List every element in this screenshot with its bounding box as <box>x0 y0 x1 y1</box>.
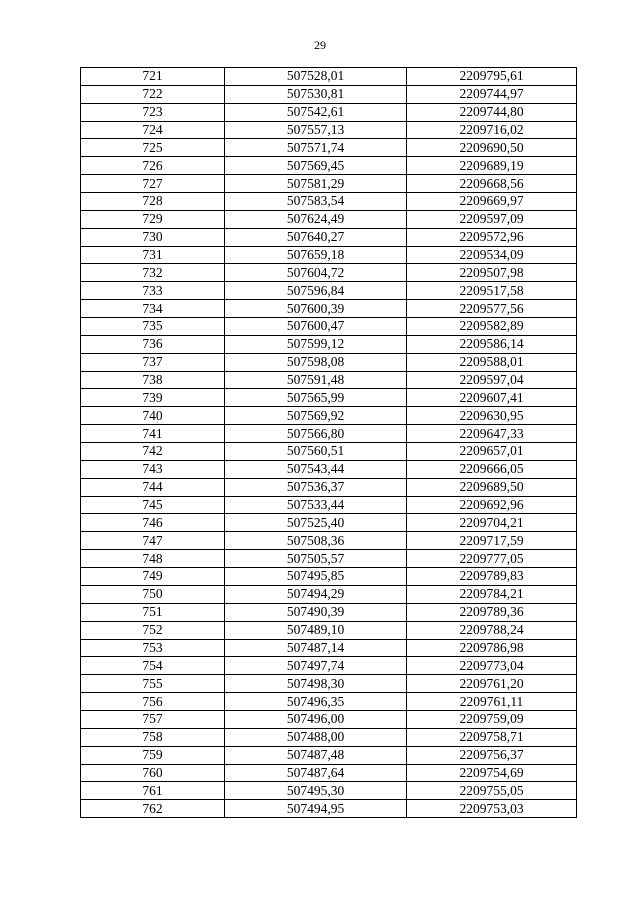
table-row <box>81 193 577 211</box>
table-row <box>81 318 577 336</box>
y-coordinate-cell: 2209744,80 <box>407 103 577 121</box>
y-coordinate-cell: 2209789,36 <box>407 603 577 621</box>
point-number-cell: 737 <box>81 353 225 371</box>
x-coordinate-cell: 507487,14 <box>225 639 407 657</box>
point-number-cell: 750 <box>81 585 225 603</box>
x-coordinate-cell: 507495,30 <box>225 782 407 800</box>
y-coordinate-cell: 2209572,96 <box>407 228 577 246</box>
point-number-cell: 755 <box>81 675 225 693</box>
table-row <box>81 389 577 407</box>
x-coordinate-cell: 507530,81 <box>225 85 407 103</box>
x-coordinate-cell: 507565,99 <box>225 389 407 407</box>
x-coordinate-cell: 507487,48 <box>225 746 407 764</box>
x-coordinate-cell: 507495,85 <box>225 568 407 586</box>
y-coordinate-cell: 2209690,50 <box>407 139 577 157</box>
point-number-cell: 723 <box>81 103 225 121</box>
point-number-cell: 721 <box>81 68 225 86</box>
point-number-cell: 742 <box>81 443 225 461</box>
x-coordinate-cell: 507571,74 <box>225 139 407 157</box>
page-number: 29 <box>314 38 326 52</box>
x-coordinate-cell: 507533,44 <box>225 496 407 514</box>
x-coordinate-cell: 507505,57 <box>225 550 407 568</box>
table-row <box>81 425 577 443</box>
y-coordinate-cell: 2209666,05 <box>407 460 577 478</box>
point-number-cell: 760 <box>81 764 225 782</box>
point-number-cell: 747 <box>81 532 225 550</box>
table-row <box>81 407 577 425</box>
table-row <box>81 728 577 746</box>
y-coordinate-cell: 2209744,97 <box>407 85 577 103</box>
y-coordinate-cell: 2209517,58 <box>407 282 577 300</box>
x-coordinate-cell: 507497,74 <box>225 657 407 675</box>
x-coordinate-cell: 507583,54 <box>225 193 407 211</box>
table-row <box>81 800 577 818</box>
x-coordinate-cell: 507604,72 <box>225 264 407 282</box>
table-row <box>81 246 577 264</box>
x-coordinate-cell: 507560,51 <box>225 443 407 461</box>
table-row <box>81 675 577 693</box>
x-coordinate-cell: 507487,64 <box>225 764 407 782</box>
point-number-cell: 728 <box>81 193 225 211</box>
y-coordinate-cell: 2209773,04 <box>407 657 577 675</box>
x-coordinate-cell: 507581,29 <box>225 175 407 193</box>
point-number-cell: 738 <box>81 371 225 389</box>
x-coordinate-cell: 507600,39 <box>225 300 407 318</box>
y-coordinate-cell: 2209588,01 <box>407 353 577 371</box>
y-coordinate-cell: 2209761,20 <box>407 675 577 693</box>
y-coordinate-cell: 2209786,98 <box>407 639 577 657</box>
point-number-cell: 759 <box>81 746 225 764</box>
table-row <box>81 746 577 764</box>
y-coordinate-cell: 2209756,37 <box>407 746 577 764</box>
y-coordinate-cell: 2209668,56 <box>407 175 577 193</box>
table-row <box>81 300 577 318</box>
y-coordinate-cell: 2209784,21 <box>407 585 577 603</box>
y-coordinate-cell: 2209689,50 <box>407 478 577 496</box>
table-row <box>81 782 577 800</box>
x-coordinate-cell: 507566,80 <box>225 425 407 443</box>
table-row <box>81 371 577 389</box>
y-coordinate-cell: 2209761,11 <box>407 693 577 711</box>
x-coordinate-cell: 507496,00 <box>225 710 407 728</box>
y-coordinate-cell: 2209755,05 <box>407 782 577 800</box>
point-number-cell: 754 <box>81 657 225 675</box>
x-coordinate-cell: 507494,29 <box>225 585 407 603</box>
point-number-cell: 725 <box>81 139 225 157</box>
x-coordinate-cell: 507569,45 <box>225 157 407 175</box>
point-number-cell: 756 <box>81 693 225 711</box>
table-row <box>81 621 577 639</box>
table-row <box>81 603 577 621</box>
table-row <box>81 85 577 103</box>
point-number-cell: 744 <box>81 478 225 496</box>
y-coordinate-cell: 2209669,97 <box>407 193 577 211</box>
x-coordinate-cell: 507596,84 <box>225 282 407 300</box>
y-coordinate-cell: 2209597,04 <box>407 371 577 389</box>
y-coordinate-cell: 2209597,09 <box>407 210 577 228</box>
x-coordinate-cell: 507536,37 <box>225 478 407 496</box>
table-row <box>81 496 577 514</box>
table-row <box>81 103 577 121</box>
table-row <box>81 443 577 461</box>
x-coordinate-cell: 507659,18 <box>225 246 407 264</box>
coordinates-table <box>80 67 577 818</box>
y-coordinate-cell: 2209630,95 <box>407 407 577 425</box>
x-coordinate-cell: 507490,39 <box>225 603 407 621</box>
y-coordinate-cell: 2209788,24 <box>407 621 577 639</box>
table-row <box>81 282 577 300</box>
x-coordinate-cell: 507599,12 <box>225 335 407 353</box>
point-number-cell: 727 <box>81 175 225 193</box>
table-row <box>81 228 577 246</box>
table-row <box>81 157 577 175</box>
table-row <box>81 639 577 657</box>
table-row <box>81 478 577 496</box>
x-coordinate-cell: 507494,95 <box>225 800 407 818</box>
table-row <box>81 585 577 603</box>
point-number-cell: 731 <box>81 246 225 264</box>
point-number-cell: 761 <box>81 782 225 800</box>
point-number-cell: 762 <box>81 800 225 818</box>
y-coordinate-cell: 2209534,09 <box>407 246 577 264</box>
point-number-cell: 758 <box>81 728 225 746</box>
point-number-cell: 732 <box>81 264 225 282</box>
table-row <box>81 710 577 728</box>
table-row <box>81 335 577 353</box>
point-number-cell: 736 <box>81 335 225 353</box>
x-coordinate-cell: 507528,01 <box>225 68 407 86</box>
table-row <box>81 657 577 675</box>
y-coordinate-cell: 2209582,89 <box>407 318 577 336</box>
x-coordinate-cell: 507525,40 <box>225 514 407 532</box>
point-number-cell: 739 <box>81 389 225 407</box>
table-row <box>81 532 577 550</box>
point-number-cell: 724 <box>81 121 225 139</box>
point-number-cell: 722 <box>81 85 225 103</box>
point-number-cell: 746 <box>81 514 225 532</box>
x-coordinate-cell: 507569,92 <box>225 407 407 425</box>
point-number-cell: 757 <box>81 710 225 728</box>
table-row <box>81 210 577 228</box>
y-coordinate-cell: 2209716,02 <box>407 121 577 139</box>
table-row <box>81 550 577 568</box>
x-coordinate-cell: 507543,44 <box>225 460 407 478</box>
table-row <box>81 568 577 586</box>
table-row <box>81 121 577 139</box>
point-number-cell: 735 <box>81 318 225 336</box>
point-number-cell: 733 <box>81 282 225 300</box>
point-number-cell: 751 <box>81 603 225 621</box>
x-coordinate-cell: 507640,27 <box>225 228 407 246</box>
x-coordinate-cell: 507624,49 <box>225 210 407 228</box>
table-row <box>81 68 577 86</box>
table-row <box>81 460 577 478</box>
y-coordinate-cell: 2209507,98 <box>407 264 577 282</box>
y-coordinate-cell: 2209647,33 <box>407 425 577 443</box>
y-coordinate-cell: 2209717,59 <box>407 532 577 550</box>
point-number-cell: 745 <box>81 496 225 514</box>
coordinates-table-body <box>81 68 577 818</box>
point-number-cell: 734 <box>81 300 225 318</box>
y-coordinate-cell: 2209789,83 <box>407 568 577 586</box>
table-row <box>81 514 577 532</box>
point-number-cell: 729 <box>81 210 225 228</box>
table-row <box>81 693 577 711</box>
point-number-cell: 749 <box>81 568 225 586</box>
point-number-cell: 730 <box>81 228 225 246</box>
x-coordinate-cell: 507600,47 <box>225 318 407 336</box>
x-coordinate-cell: 507557,13 <box>225 121 407 139</box>
table-row <box>81 353 577 371</box>
x-coordinate-cell: 507598,08 <box>225 353 407 371</box>
y-coordinate-cell: 2209753,03 <box>407 800 577 818</box>
point-number-cell: 741 <box>81 425 225 443</box>
y-coordinate-cell: 2209689,19 <box>407 157 577 175</box>
y-coordinate-cell: 2209795,61 <box>407 68 577 86</box>
table-row <box>81 264 577 282</box>
point-number-cell: 752 <box>81 621 225 639</box>
y-coordinate-cell: 2209586,14 <box>407 335 577 353</box>
x-coordinate-cell: 507489,10 <box>225 621 407 639</box>
x-coordinate-cell: 507496,35 <box>225 693 407 711</box>
point-number-cell: 726 <box>81 157 225 175</box>
x-coordinate-cell: 507542,61 <box>225 103 407 121</box>
point-number-cell: 740 <box>81 407 225 425</box>
table-row <box>81 764 577 782</box>
x-coordinate-cell: 507508,36 <box>225 532 407 550</box>
y-coordinate-cell: 2209777,05 <box>407 550 577 568</box>
x-coordinate-cell: 507488,00 <box>225 728 407 746</box>
table-row <box>81 139 577 157</box>
x-coordinate-cell: 507498,30 <box>225 675 407 693</box>
y-coordinate-cell: 2209704,21 <box>407 514 577 532</box>
point-number-cell: 748 <box>81 550 225 568</box>
y-coordinate-cell: 2209607,41 <box>407 389 577 407</box>
x-coordinate-cell: 507591,48 <box>225 371 407 389</box>
y-coordinate-cell: 2209754,69 <box>407 764 577 782</box>
point-number-cell: 753 <box>81 639 225 657</box>
table-row <box>81 175 577 193</box>
y-coordinate-cell: 2209577,56 <box>407 300 577 318</box>
y-coordinate-cell: 2209692,96 <box>407 496 577 514</box>
y-coordinate-cell: 2209657,01 <box>407 443 577 461</box>
point-number-cell: 743 <box>81 460 225 478</box>
y-coordinate-cell: 2209758,71 <box>407 728 577 746</box>
y-coordinate-cell: 2209759,09 <box>407 710 577 728</box>
